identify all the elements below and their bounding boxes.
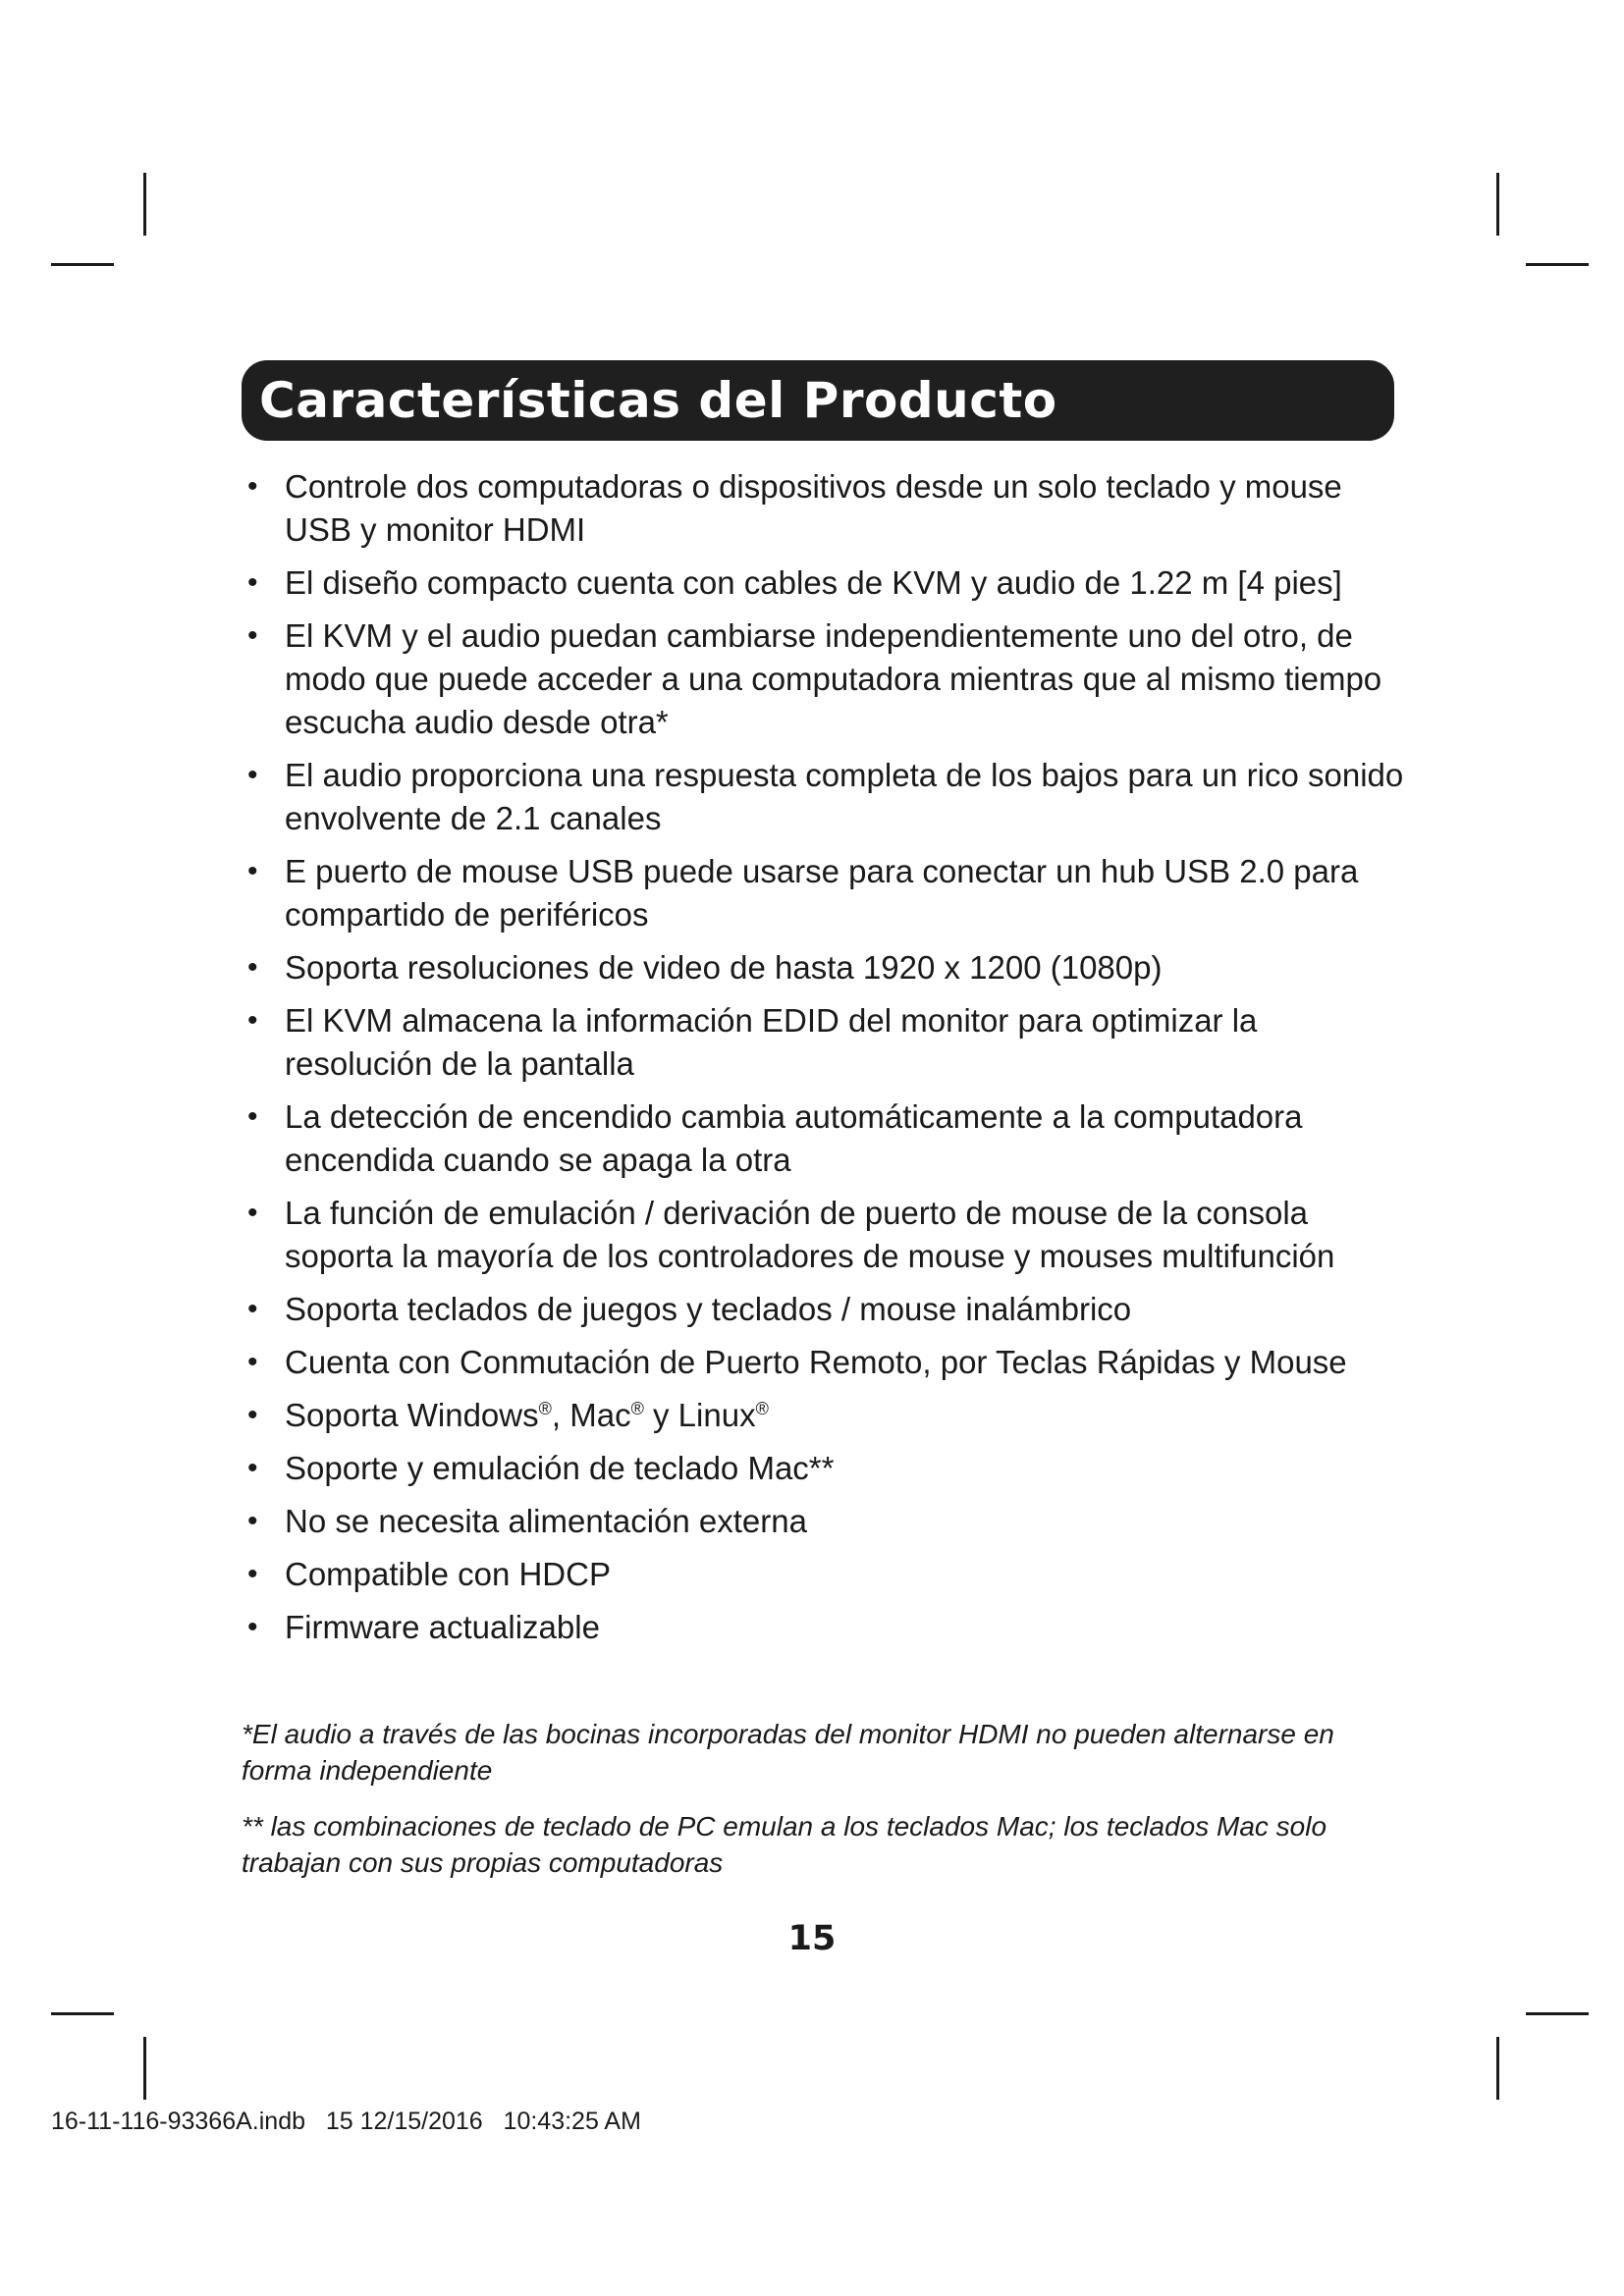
- bullet-icon: •: [247, 1399, 258, 1431]
- crop-mark-bottom-right-horizontal: [1526, 2012, 1589, 2015]
- bullet-icon: •: [247, 619, 258, 652]
- section-title-bar: [242, 360, 1394, 441]
- os-support-text: Soporta Windows®, Mac® y Linux®: [285, 1397, 769, 1433]
- bullet-icon: •: [247, 1505, 258, 1537]
- feature-item: • Soporta resoluciones de video de hasta 1920 x 1200 (1080p): [242, 946, 1410, 989]
- feature-item: • Firmware actualizable: [242, 1606, 1410, 1649]
- bullet-icon: •: [247, 1346, 258, 1378]
- bullet-icon: •: [247, 566, 258, 599]
- footnote-keyboard: ** las combinaciones de teclado de PC emulan a los teclados Mac; los teclados Mac solo trabajan con sus propias computadoras: [242, 1811, 1327, 1878]
- section-title: Características del Producto: [259, 372, 1057, 429]
- feature-item: • Compatible con HDCP: [242, 1553, 1410, 1596]
- bullet-icon: •: [247, 1197, 258, 1229]
- crop-mark-top-left-horizontal: [51, 263, 114, 266]
- bullet-icon: •: [247, 1558, 258, 1590]
- bullet-icon: •: [247, 1004, 258, 1037]
- crop-mark-bottom-left-horizontal: [51, 2012, 114, 2015]
- crop-mark-top-left-vertical: [143, 173, 146, 236]
- page-number: 15: [787, 1919, 837, 1958]
- print-slug: 16-11-116-93366A.indb 15 12/15/2016 10:43:25 AM: [51, 2108, 641, 2135]
- feature-item: • E puerto de mouse USB puede usarse para conectar un hub USB 2.0 para compartido de periféricos: [242, 850, 1410, 936]
- footnote-audio: *El audio a través de las bocinas incorporadas del monitor HDMI no pueden alternarse en forma independiente: [242, 1719, 1334, 1786]
- bullet-icon: •: [247, 759, 258, 791]
- crop-mark-bottom-right-vertical: [1496, 2037, 1499, 2100]
- feature-item: • No se necesita alimentación externa: [242, 1500, 1410, 1543]
- feature-item: • El audio proporciona una respuesta completa de los bajos para un rico sonido envolvente de 2.1 canales: [242, 754, 1410, 840]
- feature-item: • Soporta teclados de juegos y teclados / mouse inalámbrico: [242, 1288, 1410, 1331]
- crop-mark-top-right-vertical: [1496, 173, 1499, 236]
- feature-item: • La detección de encendido cambia automáticamente a la computadora encendida cuando se apaga la otra: [242, 1095, 1410, 1182]
- crop-mark-bottom-left-vertical: [143, 2037, 146, 2100]
- feature-item: • Soporte y emulación de teclado Mac**: [242, 1447, 1410, 1490]
- feature-item: • El diseño compacto cuenta con cables de KVM y audio de 1.22 m [4 pies]: [242, 561, 1410, 605]
- bullet-icon: •: [247, 1452, 258, 1484]
- crop-mark-top-right-horizontal: [1526, 263, 1589, 266]
- bullet-icon: •: [247, 951, 258, 984]
- bullet-icon: •: [247, 1611, 258, 1643]
- feature-item: • La función de emulación / derivación de puerto de mouse de la consola soporta la mayoría de los controladores de mouse y mouses multifunción: [242, 1192, 1410, 1278]
- bullet-icon: •: [247, 1293, 258, 1325]
- feature-item: [242, 1394, 1410, 1437]
- bullet-icon: •: [247, 1100, 258, 1133]
- bullet-icon: •: [247, 470, 258, 503]
- feature-item: • El KVM almacena la información EDID del monitor para optimizar la resolución de la pantalla: [242, 999, 1410, 1086]
- feature-item: • Cuenta con Conmutación de Puerto Remoto, por Teclas Rápidas y Mouse: [242, 1341, 1410, 1384]
- feature-item: • El KVM y el audio puedan cambiarse independientemente uno del otro, de modo que puede acceder a una computadora mientras que al mismo tiempo escucha audio desde otra*: [242, 614, 1410, 744]
- feature-list: [242, 465, 1410, 1659]
- feature-item: • Controle dos computadoras o dispositivos desde un solo teclado y mouse USB y monitor HDMI: [242, 465, 1410, 552]
- bullet-icon: •: [247, 855, 258, 887]
